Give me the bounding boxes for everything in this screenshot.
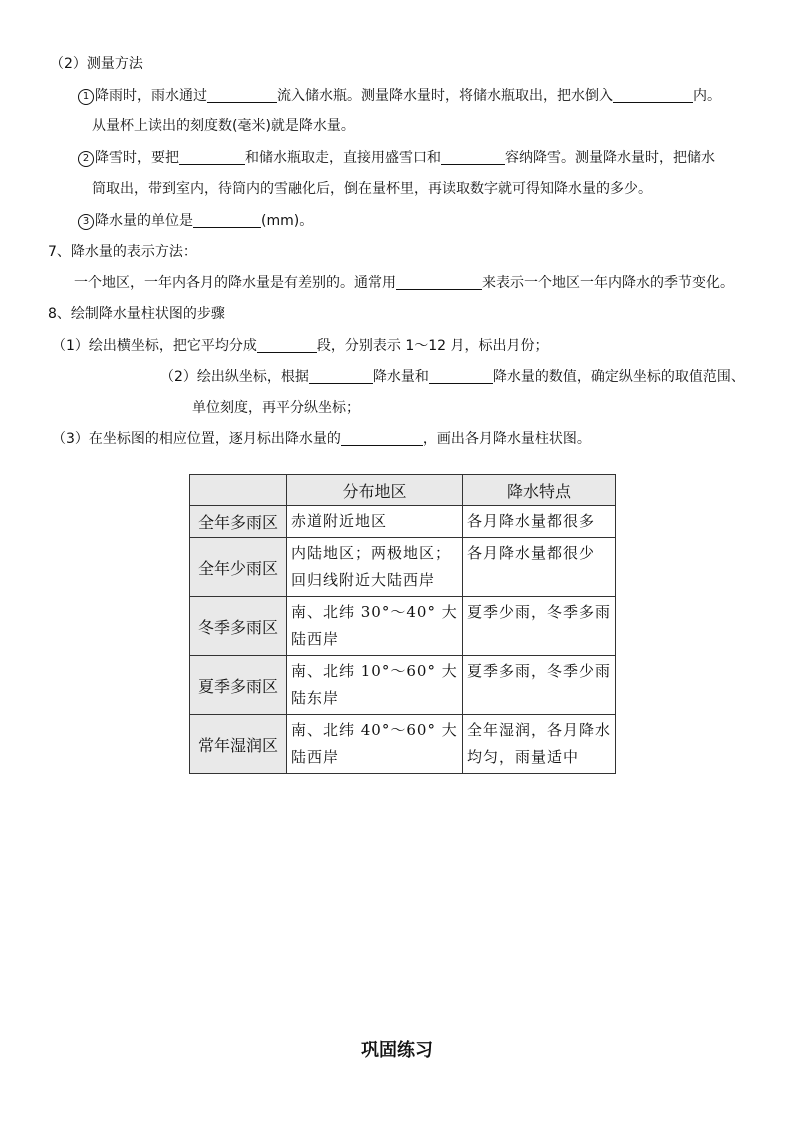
region-name: 冬季多雨区 (190, 597, 287, 656)
table-header-feature: 降水特点 (463, 475, 616, 506)
region-area: 南、北纬 40°～60° 大陆西岸 (287, 715, 463, 774)
item-1-text-c: 内。 (693, 88, 721, 104)
step-2-continuation: 单位刻度，再平分纵坐标； (192, 400, 360, 416)
circled-number-3: 3 (78, 214, 94, 230)
region-area: 赤道附近地区 (287, 506, 463, 538)
region-name: 全年少雨区 (190, 538, 287, 597)
region-area: 内陆地区；两极地区；回归线附近大陆西岸 (287, 538, 463, 597)
blank-representation[interactable] (396, 274, 482, 290)
region-feature: 各月降水量都很多 (463, 506, 616, 538)
blank-snow-remove[interactable] (179, 149, 245, 165)
region-name: 全年多雨区 (190, 506, 287, 538)
item-1-continuation: 从量杯上读出的刻度数(毫米)就是降水量。 (92, 118, 355, 134)
item-1-text-b: 流入储水瓶。测量降水量时，将储水瓶取出，把水倒入 (277, 88, 613, 104)
table-header-corner (190, 475, 287, 506)
item-2-text-a: 降雪时，要把 (95, 150, 179, 166)
blank-max-precip[interactable] (309, 368, 373, 384)
section-8-heading: 8、绘制降水量柱状图的步骤 (48, 306, 225, 322)
blank-position[interactable] (341, 430, 423, 446)
item-1-line (78, 86, 721, 106)
step-3-text-b: ，画出各月降水量柱状图。 (422, 431, 591, 447)
region-feature: 夏季少雨，冬季多雨 (463, 597, 616, 656)
item-3-line (78, 211, 313, 231)
section-title-practice: 巩固练习 (361, 1040, 433, 1061)
item-3-text-b: (mm)。 (261, 213, 314, 229)
step-1-text-a: （1）绘出横坐标，把它平均分成 (52, 338, 257, 354)
table-row (190, 656, 616, 715)
step-3-text-a: （3）在坐标图的相应位置，逐月标出降水量的 (52, 431, 341, 447)
step-2-text-a: （2）绘出纵坐标，根据 (160, 369, 309, 385)
region-feature: 夏季多雨，冬季少雨 (463, 656, 616, 715)
step-2-line (160, 367, 745, 387)
section-2-heading: （2）测量方法 (50, 56, 143, 72)
region-area: 南、北纬 30°～40° 大陆西岸 (287, 597, 463, 656)
region-name: 常年湿润区 (190, 715, 287, 774)
precipitation-distribution-table (189, 474, 616, 774)
step-2-text-b: 降水量和 (372, 369, 429, 385)
blank-snow-hold[interactable] (441, 149, 505, 165)
step-2-text-c: 降水量的数值，确定纵坐标的取值范围、 (492, 369, 745, 385)
section-7-text-a: 一个地区，一年内各月的降水量是有差别的。通常用 (74, 275, 396, 291)
section-7-heading: 7、降水量的表示方法： (48, 244, 197, 260)
section-7-text (74, 273, 734, 293)
item-2-text-b: 和储水瓶取走，直接用盛雪口和 (245, 150, 441, 166)
circled-number-1: 1 (78, 89, 94, 105)
blank-pour-into[interactable] (613, 87, 693, 103)
table-row (190, 538, 616, 597)
item-3-text-a: 降水量的单位是 (95, 213, 193, 229)
blank-min-precip[interactable] (429, 368, 493, 384)
table-row (190, 506, 616, 538)
table-row (190, 597, 616, 656)
region-name: 夏季多雨区 (190, 656, 287, 715)
item-2-text-c: 容纳降雪。测量降水量时，把储水 (505, 150, 715, 166)
item-2-continuation: 筒取出，带到室内，待筒内的雪融化后，倒在量杯里，再读取数字就可得知降水量的多少。 (92, 181, 652, 197)
blank-unit[interactable] (193, 212, 261, 228)
step-1-text-b: 段，分别表示 1～12 月，标出月份； (316, 338, 549, 354)
item-1-text-a: 降雨时，雨水通过 (95, 88, 207, 104)
region-feature: 各月降水量都很少 (463, 538, 616, 597)
item-2-line (78, 148, 715, 168)
step-3-line (52, 429, 591, 449)
circled-number-2: 2 (78, 151, 94, 167)
section-7-text-b: 来表示一个地区一年内降水的季节变化。 (482, 275, 734, 291)
step-1-line (52, 336, 549, 356)
table-header-area: 分布地区 (287, 475, 463, 506)
table-row (190, 715, 616, 774)
region-area: 南、北纬 10°～60° 大陆东岸 (287, 656, 463, 715)
region-feature: 全年湿润，各月降水均匀，雨量适中 (463, 715, 616, 774)
table-header-row (190, 475, 616, 506)
blank-segments[interactable] (257, 337, 317, 353)
blank-rain-path[interactable] (207, 87, 277, 103)
